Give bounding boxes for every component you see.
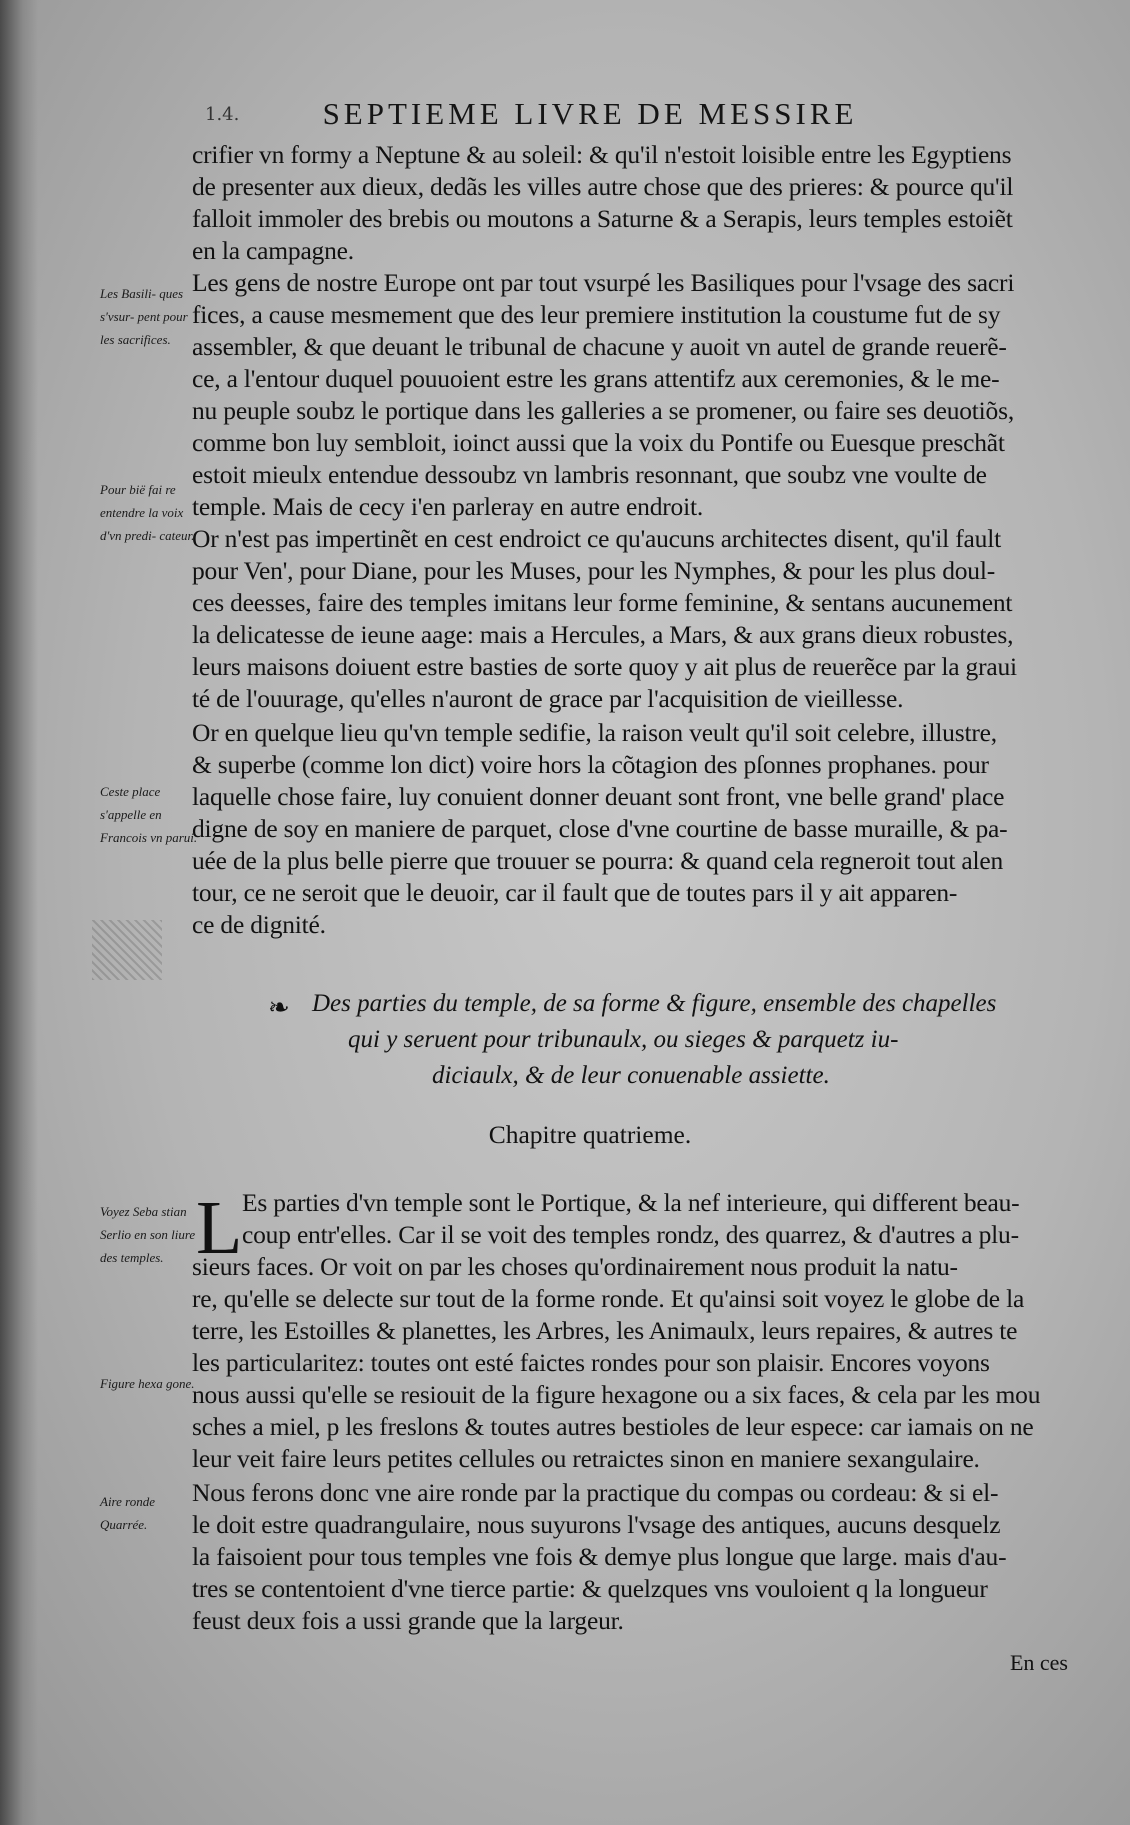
section-heading-line: qui y seruent pour tribunaulx, ou sieges & parquetz iu-	[348, 1026, 899, 1053]
chapter-line: la faisoient pour tous temples vne fois & demye plus longue que large. mais d'au-	[192, 1542, 1007, 1571]
chapter-line: sches a miel, p les freslons & toutes autres bestioles de leur espece: car iamais on ne	[192, 1412, 1034, 1441]
body-line: falloit immoler des brebis ou moutons a Saturne & a Serapis, leurs temples estoiẽt	[192, 204, 1013, 233]
chapter-line: terre, les Estoilles & planettes, les Arbres, les Animaulx, leurs repaires, & autres te	[192, 1316, 1018, 1345]
body-line: leurs maisons doiuent estre basties de sorte quoy y ait plus de reuerẽce par la graui	[192, 652, 1017, 681]
chapter-title: Chapitre quatrieme.	[488, 1120, 692, 1149]
body-line: tour, ce ne seroit que le deuoir, car il fault que de toutes pars il y ait apparen-	[192, 878, 958, 907]
body-line: estoit mieulx entendue dessoubz vn lambris resonnant, que soubz vne voulte de	[192, 460, 987, 489]
chapter-line: feust deux fois a ussi grande que la largeur.	[192, 1606, 624, 1635]
body-line: Or n'est pas impertinẽt en cest endroict ce qu'aucuns architectes disent, qu'il fault	[192, 524, 1001, 553]
page-gutter-shadow	[0, 0, 38, 1825]
body-line: nu peuple soubz le portique dans les galleries a se promener, ou faire ses deuotiõs,	[192, 396, 1015, 425]
margin-note: Aire ronde Quarrée.	[100, 1494, 155, 1532]
margin-note: Figure hexa gone.	[100, 1376, 195, 1391]
body-line: laquelle chose faire, luy conuient donner deuant sont front, vne belle grand' place	[192, 782, 1005, 811]
page-number: 1.4.	[205, 104, 240, 125]
margin-note: Les Basili- ques s'vsur- pent pour les sacrifices.	[100, 286, 188, 347]
fleuron-icon: ❧	[268, 993, 290, 1023]
chapter-line: sieurs faces. Or voit on par les choses qu'ordinairement nous produit la natu-	[192, 1252, 958, 1281]
chapter-line: Es parties d'vn temple sont le Portique, & la nef interieure, qui different beau-	[242, 1188, 1020, 1217]
chapter-line: coup entr'elles. Car il se voit des temples rondz, des quarrez, & d'autres a plu-	[242, 1220, 1019, 1249]
chapter-line: tres se contentoient d'vne tierce partie: & quelzques vns vouloient q la longueur	[192, 1574, 988, 1603]
chapter-line: re, qu'elle se delecte sur tout de la forme ronde. Et qu'ainsi soit voyez le globe de la	[192, 1284, 1025, 1313]
body-line: pour Ven', pour Diane, pour les Muses, pour les Nymphes, & pour les plus doul-	[192, 556, 996, 585]
running-header: SEPTIEME LIVRE DE MESSIRE	[322, 96, 858, 131]
chapter-line: nous aussi qu'elle se resiouit de la figure hexagone ou a six faces, & cela par les mou	[192, 1380, 1041, 1409]
drop-capital: L	[196, 1186, 243, 1270]
chapter-line: le doit estre quadrangulaire, nous suyurons l'vsage des antiques, aucuns desquelz	[192, 1510, 1001, 1539]
body-line: la delicatesse de ieune aage: mais a Hercules, a Mars, & aux grans dieux robustes,	[192, 620, 1014, 649]
chapter-line: leur veit faire leurs petites cellules ou retraictes sinon en maniere sexangulaire.	[192, 1444, 980, 1473]
body-line: Or en quelque lieu qu'vn temple sedifie, la raison veult qu'il soit celebre, illustre,	[192, 718, 997, 747]
chapter-line: Nous ferons donc vne aire ronde par la practique du compas ou cordeau: & si el-	[192, 1478, 999, 1507]
body-line: ces deesses, faire des temples imitans leur forme feminine, & sentans aucunement	[192, 588, 1013, 617]
chapter-line: les particularitez: toutes ont esté faictes rondes pour son plaisir. Encores voyons	[192, 1348, 990, 1377]
body-line: Les gens de nostre Europe ont par tout vsurpé les Basiliques pour l'vsage des sacri	[192, 268, 1015, 297]
body-line: & superbe (comme lon dict) voire hors la cõtagion des pſonnes prophanes. pour	[192, 750, 989, 779]
section-heading-line: Des parties du temple, de sa forme & figure, ensemble des chapelles	[312, 990, 997, 1017]
margin-note: Pour bië fai re entendre la voix d'vn predi- cateur.	[100, 482, 195, 543]
section-heading-line: diciaulx, & de leur conuenable assiette.	[432, 1062, 830, 1089]
body-line: crifier vn formy a Neptune & au soleil: & qu'il n'estoit loisible entre les Egyptiens	[192, 140, 1012, 169]
margin-note: Ceste place s'appelle en Francois vn parui.	[100, 784, 198, 845]
decorative-ornament	[92, 920, 162, 980]
body-line: comme bon luy sembloit, ioinct aussi que la voix du Pontife ou Euesque preschãt	[192, 428, 1005, 457]
body-line: ce, a l'entour duquel pouuoient estre les grans attentifz aux ceremonies, & le me-	[192, 364, 1000, 393]
body-line: fices, a cause mesmement que des leur premiere institution la coustume fut de sy	[192, 300, 1001, 329]
body-line: ce de dignité.	[192, 910, 326, 939]
body-line: temple. Mais de cecy i'en parleray en autre endroit.	[192, 492, 704, 521]
catchword: En ces	[1009, 1650, 1068, 1675]
body-line: de presenter aux dieux, dedãs les villes autre chose que des prieres: & pource qu'il	[192, 172, 1014, 201]
body-line: digne de soy en maniere de parquet, close d'vne courtine de basse muraille, & pa-	[192, 814, 1008, 843]
body-line: assembler, & que deuant le tribunal de chacune y auoit vn autel de grande reuerẽ-	[192, 332, 1007, 361]
margin-note: Voyez Seba stian Serlio en son liure des temples.	[100, 1204, 196, 1265]
body-line: en la campagne.	[192, 236, 354, 265]
body-line: uée de la plus belle pierre que trouuer se pourra: & quand cela regneroit tout alen	[192, 846, 1004, 875]
body-line: té de l'ouurage, qu'elles n'auront de grace par l'acquisition de vieillesse.	[192, 684, 904, 713]
